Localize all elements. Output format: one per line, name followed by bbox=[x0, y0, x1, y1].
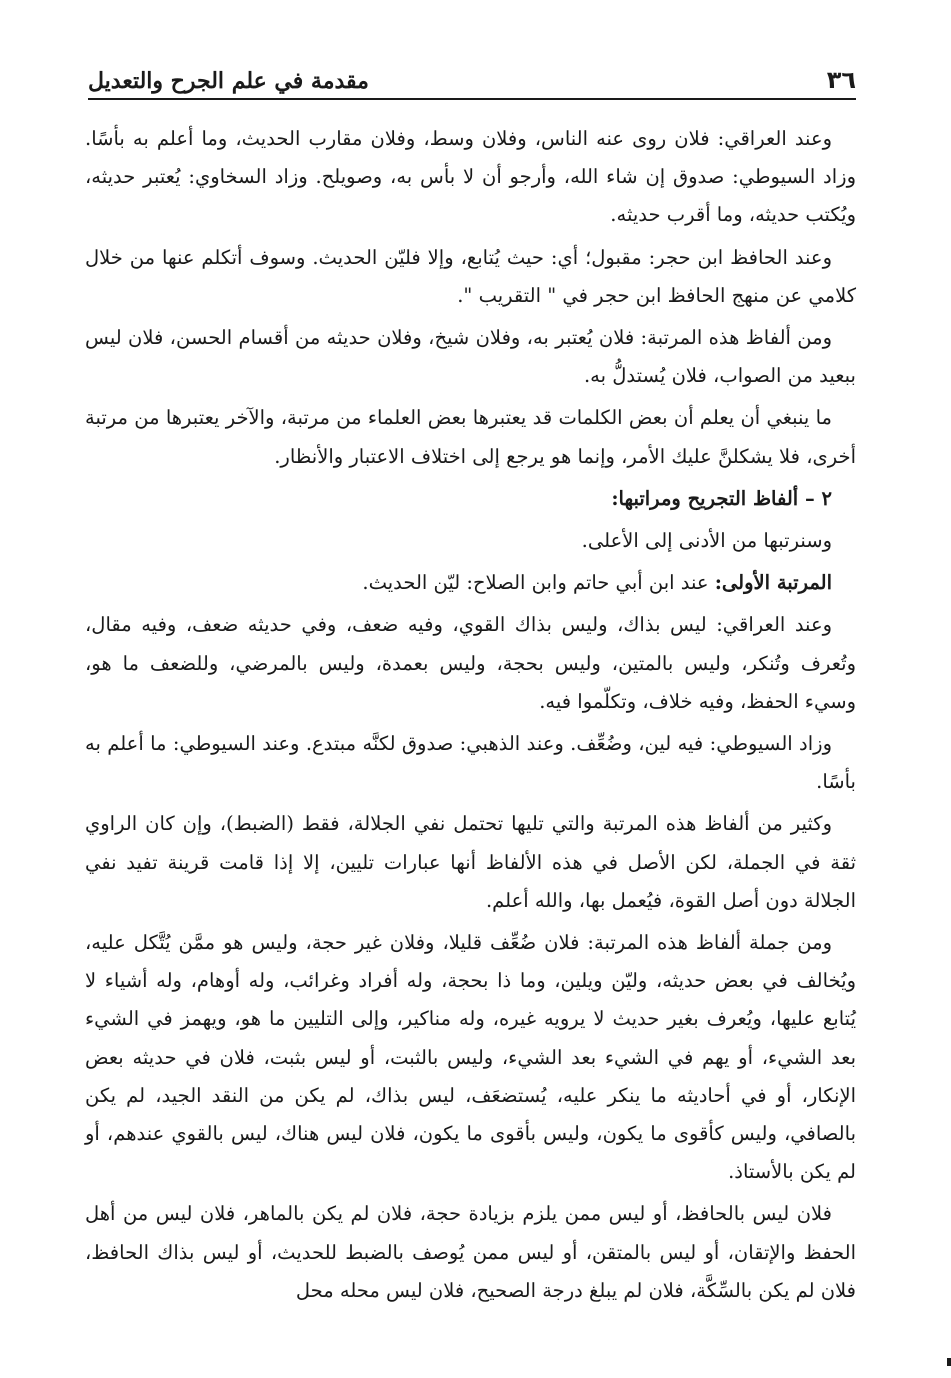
running-header bbox=[88, 58, 856, 100]
first-rank-label: المرتبة الأولى: bbox=[714, 571, 832, 595]
paragraph-suyuti-dhahabi: وزاد السيوطي: فيه لين، وضُعِّف. وعند الذهبي: صدوق لكنَّه مبتدع. وعند السيوطي: ما أعلم به بأسًا. bbox=[85, 732, 856, 794]
paragraph-first-rank bbox=[85, 564, 856, 602]
paragraph-iraqi-tadil: وعند العراقي: فلان روى عنه الناس، وفلان وسط، وفلان مقارب الحديث، وما أعلم به بأسًا. وزاد السيوطي: صدوق إن شاء الله، وأرجو أن لا بأس به، وصويلح. وزاد السخاوي: يُعتبر حديثه، ويُكتب حديثه، وما أقرب حديثه. bbox=[85, 127, 856, 227]
page-number: ٣٦ bbox=[826, 66, 856, 94]
paragraph-note-varying-ranks: ما ينبغي أن يعلم أن بعض الكلمات قد يعتبرها بعض العلماء من مرتبة، والآخر يعتبرها من مرتبة أخرى، فلا يشكلنَّ عليك الأمر، وإنما هو يرجع إلى اختلاف الاعتبار والأنظار. bbox=[85, 406, 856, 468]
running-header-title: مقدمة في علم الجرح والتعديل bbox=[88, 68, 369, 94]
paragraph-jalala-note: وكثير من ألفاظ هذه المرتبة والتي تليها تحتمل نفي الجلالة، فقط (الضبط)، وإن كان الراوي ثقة في الجملة، لكن الأصل في هذه الألفاظ أنها عبارات تليين، إلا إذا قامت قرينة تفيد نفي الجلالة دون أصل القوة، فيُعمل بها، والله أعلم. bbox=[85, 812, 856, 912]
first-rank-text: عند ابن أبي حاتم وابن الصلاح: ليّن الحديث. bbox=[362, 571, 715, 595]
page-edge-mark bbox=[947, 1358, 951, 1366]
section-heading-jarh-terms: ٢ – ألفاظ التجريح ومراتبها: bbox=[611, 486, 832, 510]
paragraph-iraqi-jarh: وعند العراقي: ليس بذاك، وليس بذاك القوي، وفيه ضعف، وفي حديثه ضعف، وفيه مقال، وتُعرف وتُنكر، وليس بالمتين، وليس بحجة، وليس بعمدة، وليس بالمرضي، وللضعف ما هو، وسيء الحفظ، وفيه خلاف، وتكلّموا فيه. bbox=[85, 613, 856, 713]
paragraph-ibn-hajar-maqbul: وعند الحافظ ابن حجر: مقبول؛ أي: حيث يُتابع، وإلا فليّن الحديث. وسوف أتكلم عنها من خلال كلامي عن منهج الحافظ ابن حجر في " التقريب ". bbox=[85, 245, 856, 307]
page-body bbox=[85, 120, 856, 1314]
paragraph-hafiz-terms: فلان ليس بالحافظ، أو ليس ممن يلزم بزيادة حجة، فلان لم يكن بالماهر، فلان ليس من أهل الحفظ والإتقان، أو ليس بالمتقن، أو ليس ممن يُوصف بالضبط للحديث، أو ليس بذاك الحافظ، فلان لم يكن بالسِّكَّة، فلان لم يبلغ درجة الصحيح، فلان ليس محله محل bbox=[85, 1202, 856, 1302]
paragraph-rank-terms-list: ومن جملة ألفاظ هذه المرتبة: فلان ضُعِّف قليلا، وفلان غير حجة، وليس هو ممَّن يُتَّكل عليه، ويُخالف في بعض حديثه، وليّن ويلين، وما ذا بحجة، وله أفراد وغرائب، وله أوهام، وله أشياء لا يُتابع عليها، ويُعرف بغير حديث لا يرويه غيره، وله مناكير، وإلى التليين ما هو، ويهمز في الشيء بعد الشيء، أو يهم في الشيء بعد الشيء، وليس بالثبت، أو ليس بثبت، فلان في حديثه بعض الإنكار، أو في أحاديثه ما ينكر عليه، يُستضعَف، ليس بذاك، لم يكن من النقد الجيد، لم يكن بالصافي، وليس كأقوى ما يكون، وليس بأقوى ما يكون، فلان ليس هناك، ليس بالقوي عندهم، أو لم يكن بالأستاذ. bbox=[85, 931, 856, 1184]
paragraph-ordering: وسنرتبها من الأدنى إلى الأعلى. bbox=[581, 529, 832, 553]
paragraph-tadil-rank-terms: ومن ألفاظ هذه المرتبة: فلان يُعتبر به، وفلان شيخ، وفلان حديثه من أقسام الحسن، فلان ليس ببعيد من الصواب، فلان يُستدلُّ به. bbox=[85, 326, 856, 388]
